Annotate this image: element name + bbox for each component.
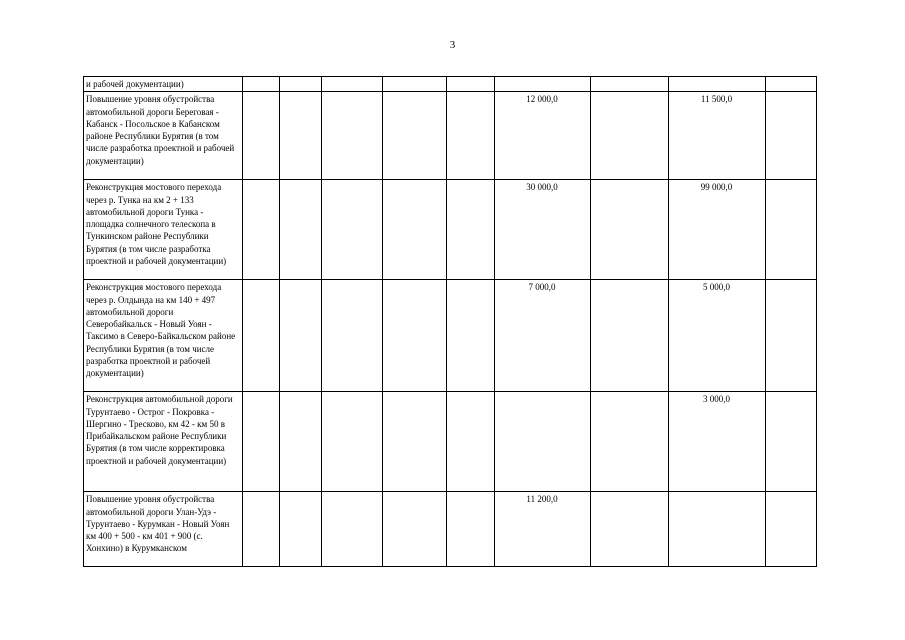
table-cell xyxy=(766,92,817,180)
value-b-cell xyxy=(669,77,766,92)
table-cell xyxy=(766,280,817,392)
table-cell xyxy=(447,180,495,280)
table-cell xyxy=(322,77,383,92)
table-row xyxy=(84,92,817,180)
table-cell xyxy=(766,77,817,92)
table-row xyxy=(84,180,817,280)
table-cell xyxy=(383,77,447,92)
value-a-cell: 7 000,0 xyxy=(495,280,591,392)
table-cell xyxy=(447,92,495,180)
table-cell xyxy=(243,180,280,280)
table-row xyxy=(84,392,817,492)
page-number: 3 xyxy=(449,39,456,51)
table-cell xyxy=(280,180,322,280)
value-b-cell: 5 000,0 xyxy=(669,280,766,392)
table-cell xyxy=(322,180,383,280)
table-cell xyxy=(591,180,669,280)
value-a-cell: 12 000,0 xyxy=(495,92,591,180)
table-row xyxy=(84,77,817,92)
table-cell xyxy=(383,392,447,492)
table-cell xyxy=(591,280,669,392)
table-cell xyxy=(383,180,447,280)
table-cell xyxy=(243,492,280,567)
table-row xyxy=(84,280,817,392)
table-cell xyxy=(243,280,280,392)
table-cell xyxy=(766,392,817,492)
row-description: Повышение уровня обустройства автомобильной дороги Улан-Удэ - Турунтаево - Курумкан - Новый Уоян км 400 + 500 - км 401 + 900 (с. Хонхино) в Курумканском xyxy=(84,492,243,567)
table-cell xyxy=(591,492,669,567)
table-cell xyxy=(280,92,322,180)
table-cell xyxy=(447,77,495,92)
value-b-cell: 11 500,0 xyxy=(669,92,766,180)
value-b-cell: 3 000,0 xyxy=(669,392,766,492)
table-cell xyxy=(591,77,669,92)
table-cell xyxy=(383,280,447,392)
value-b-cell: 99 000,0 xyxy=(669,180,766,280)
row-description: Реконструкция мостового перехода через р. Тунка на км 2 + 133 автомобильной дороги Тунка - площадка солнечного телескопа в Тункинском районе Республики Бурятия (в том числе разработка проектной и рабочей документации) xyxy=(84,180,243,280)
row-description: Повышение уровня обустройства автомобильной дороги Береговая - Кабанск - Посольское в Кабанском районе Республики Бурятия (в том числе разработка проектной и рабочей документации) xyxy=(84,92,243,180)
value-a-cell: 11 200,0 xyxy=(495,492,591,567)
table-cell xyxy=(243,77,280,92)
table-cell xyxy=(766,492,817,567)
table-cell xyxy=(280,492,322,567)
table-cell xyxy=(447,392,495,492)
table-cell xyxy=(243,92,280,180)
row-description: и рабочей документации) xyxy=(84,77,243,92)
table-cell xyxy=(280,77,322,92)
value-b-cell xyxy=(669,492,766,567)
table-cell xyxy=(243,392,280,492)
table-cell xyxy=(447,280,495,392)
row-description: Реконструкция мостового перехода через р. Олдында на км 140 + 497 автомобильной дороги Северобайкальск - Новый Уоян - Таксимо в Северо-Байкальском районе Республики Бурятия (в том числе разработка проектной и рабочей документации) xyxy=(84,280,243,392)
value-a-cell xyxy=(495,392,591,492)
table-cell xyxy=(280,280,322,392)
table-cell xyxy=(766,180,817,280)
table-cell xyxy=(280,392,322,492)
table-cell xyxy=(383,492,447,567)
table-cell xyxy=(322,92,383,180)
row-description: Реконструкция автомобильной дороги Турунтаево - Острог - Покровка - Шергино - Тресково, км 42 - км 50 в Прибайкальском районе Республики Бурятия (в том числе корректировка проектной и рабочей документации) xyxy=(84,392,243,492)
table-cell xyxy=(383,92,447,180)
table-row xyxy=(84,492,817,567)
value-a-cell: 30 000,0 xyxy=(495,180,591,280)
table-cell xyxy=(322,280,383,392)
table-cell xyxy=(322,392,383,492)
value-a-cell xyxy=(495,77,591,92)
table-cell xyxy=(591,392,669,492)
table-cell xyxy=(447,492,495,567)
table-cell xyxy=(591,92,669,180)
budget-table xyxy=(83,76,817,567)
table-cell xyxy=(322,492,383,567)
